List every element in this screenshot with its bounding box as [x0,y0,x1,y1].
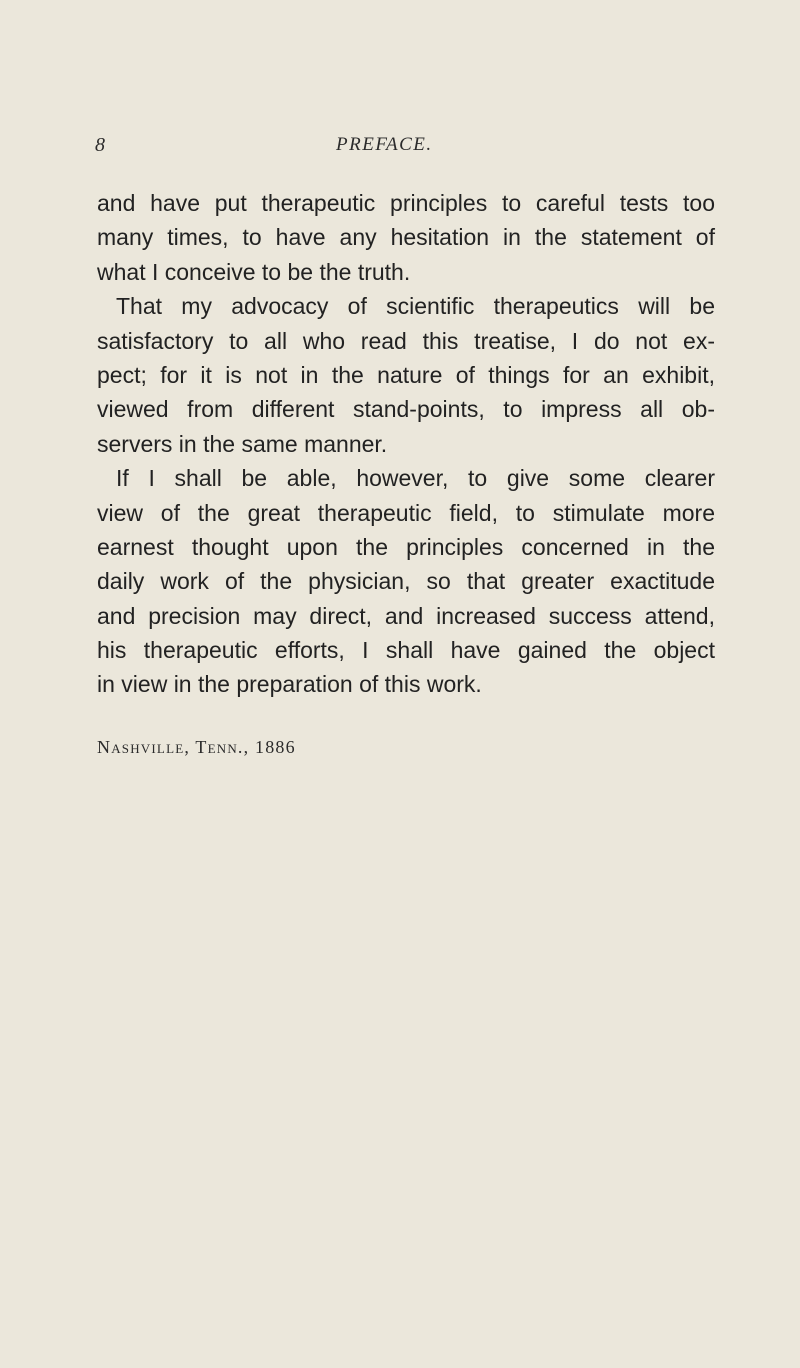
text-line: servers in the same manner. [97,430,388,457]
text-line: what I conceive to be the truth. [97,258,411,285]
text-line: If I shall be able, however, to give some clearer [116,465,715,492]
text-line: viewed from different stand-points, to impress all ob- [97,396,715,423]
text-line: view of the great therapeutic field, to stimulate more [97,499,715,526]
text-line: many times, to have any hesitation in the statement of [97,224,715,251]
text-line: and have put therapeutic principles to careful tests too [97,190,715,216]
page-number: 8 [95,134,105,156]
running-head: PREFACE. [336,134,433,155]
text-line: and precision may direct, and increased success attend, [97,602,715,629]
text-line: That my advocacy of scientific therapeutics will be [116,293,715,320]
preface-body [97,186,715,702]
text-line: his therapeutic efforts, I shall have gained the object [97,637,715,664]
text-line: in view in the preparation of this work. [97,671,482,698]
text-line: daily work of the physician, so that greater exactitude [97,568,715,595]
text-line: pect; for it is not in the nature of things for an exhibit, [97,361,715,388]
place-date-signature: Nashville, Tenn., 1886 [97,737,296,757]
text-line: satisfactory to all who read this treatise, I do not ex- [97,327,715,354]
text-line: earnest thought upon the principles concerned in the [97,533,715,560]
